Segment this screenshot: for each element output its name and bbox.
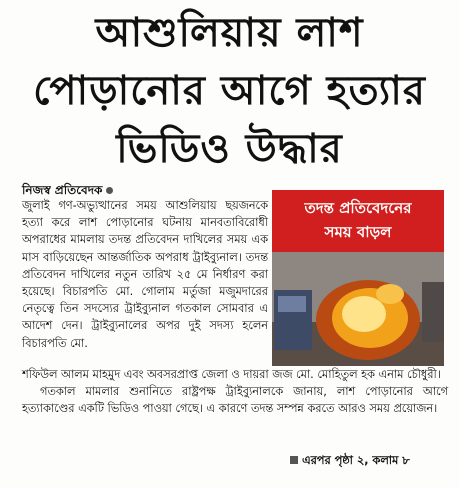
headline-line-1: আশুলিয়ায় লাশ: [95, 9, 364, 56]
article-column: [22, 197, 268, 352]
continuation-note: [290, 452, 410, 471]
photo-caption-line-2: সময় বাড়ল: [324, 223, 392, 241]
article-paragraph: শফিউল আলম মাহমুদ এবং অবসরপ্রাপ্ত জেলা ও দায়রা জজ মো. মোহিতুল হক এনাম চৌধুরী।: [22, 368, 441, 381]
byline-text: নিজস্ব প্রতিবেদক: [22, 183, 103, 197]
continuation-text: এরপর পৃষ্ঠা ২, কলাম ৮: [302, 454, 410, 467]
article-continued: [22, 366, 448, 418]
photo-caption-line-1: তদন্ত প্রতিবেদনের: [304, 199, 412, 217]
news-photo: [272, 190, 444, 366]
burning-vehicle-image: [272, 252, 444, 366]
photo-caption: [272, 190, 444, 252]
article-paragraph: গতকাল মামলার শুনানিতে রাষ্ট্রপক্ষ ট্রাইব্যুনালকে জানায়, লাশ পোড়ানোর আগে হত্যাকাণ্ডের একটি ভিডিও পাওয়া গেছে। এ কারণে তদন্ত সম্পন্ন করতে আরও সময় প্রয়োজন।: [22, 385, 448, 416]
headline: [0, 4, 459, 178]
headline-line-3: ভিডিও উদ্ধার: [116, 125, 343, 172]
headline-line-2: পোড়ানোর আগে হত্যার: [33, 67, 426, 114]
square-bullet-icon: [290, 456, 298, 464]
article-paragraph: জুলাই গণ-অভ্যুত্থানের সময় আশুলিয়ায় ছয়জনকে হত্যা করে লাশ পোড়ানোর ঘটনায় মানবতাবিরোধী অপরাধের মামলায় তদন্ত প্রতিবেদন দাখিলের সময় এক মাস বাড়িয়েছেন আন্তর্জাতিক অপরাধ ট্রাইব্যুনাল। তদন্ত প্রতিবেদন দাখিলের নতুন তারিখ ২৫ মে নির্ধারণ করা হয়েছে। বিচারপতি মো. গোলাম মর্তুজা মজুমদারের নেতৃত্বে তিন সদস্যের ট্রাইব্যুনাল গতকাল সোমবার এ আদেশ দেন। ট্রাইব্যুনালের অপর দুই সদস্য হলেন বিচারপতি মো.: [22, 199, 268, 350]
bullet-icon: [106, 187, 113, 194]
